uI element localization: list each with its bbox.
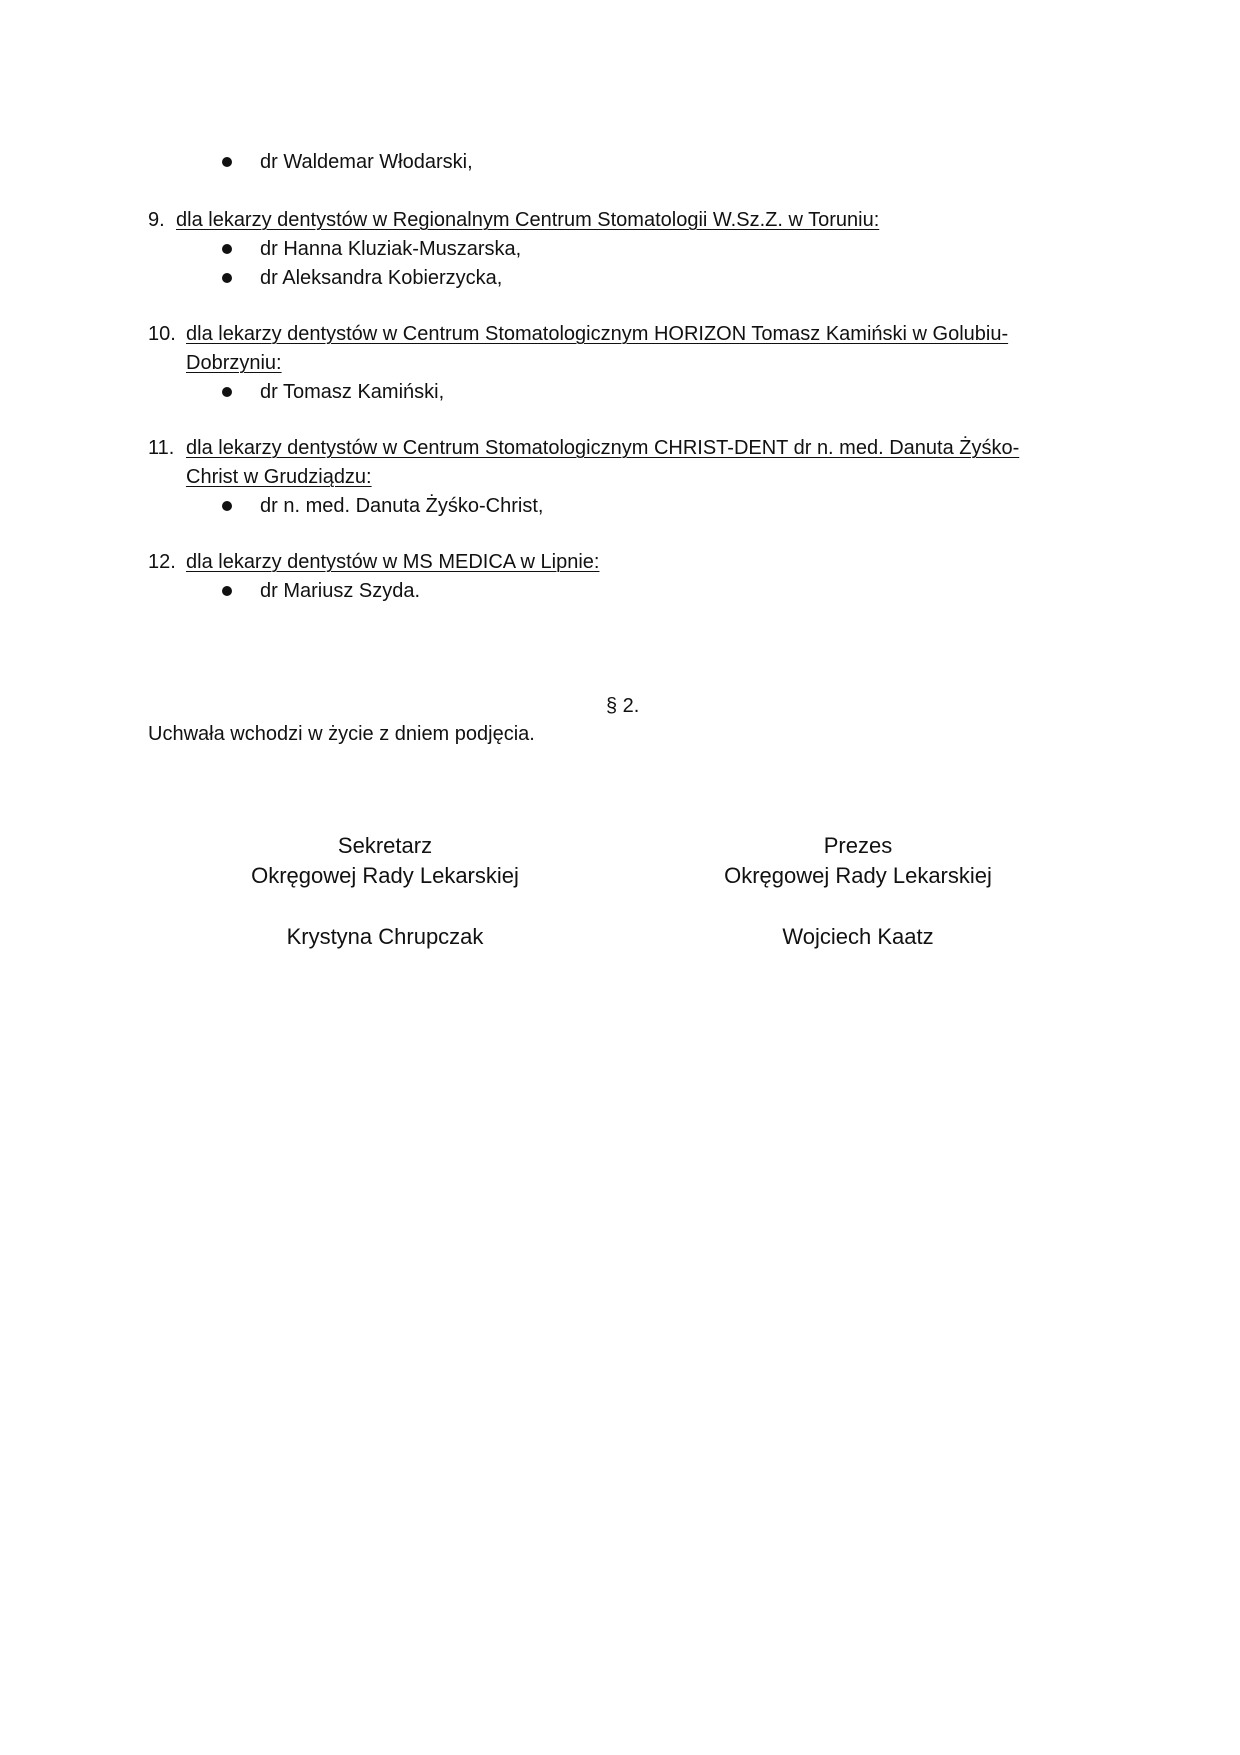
- signature-role: Prezes: [823, 833, 893, 858]
- signature-body: Okręgowej Rady Lekarskiej: [251, 863, 519, 888]
- signature-name: Wojciech Kaatz: [782, 924, 934, 949]
- section-header: dla lekarzy dentystów w MS MEDICA w Lipnie:: [186, 551, 600, 573]
- section-number: 12.: [148, 551, 176, 573]
- bullet-icon: [222, 501, 232, 511]
- signature-name: Krystyna Chrupczak: [286, 924, 484, 949]
- section-header: dla lekarzy dentystów w Centrum Stomatologicznym HORIZON Tomasz Kamiński w Golubiu-: [186, 323, 1009, 345]
- list-item: dr Hanna Kluziak-Muszarska,: [260, 238, 522, 260]
- paragraph-heading: § 2.: [606, 695, 640, 717]
- section-number: 11.: [148, 437, 175, 459]
- section-header: dla lekarzy dentystów w Centrum Stomatologicznym CHRIST-DENT dr n. med. Danuta Żyśko-: [186, 437, 1020, 459]
- bullet-icon: [222, 387, 232, 397]
- signature-role: Sekretarz: [337, 833, 433, 858]
- section-header-continued: Dobrzyniu:: [186, 352, 282, 374]
- section-number: 9.: [148, 209, 165, 231]
- bullet-icon: [222, 586, 232, 596]
- list-item: dr Tomasz Kamiński,: [260, 381, 445, 403]
- bullet-icon: [222, 273, 232, 283]
- section-header-continued: Christ w Grudziądzu:: [186, 466, 372, 488]
- bullet-icon: [222, 244, 232, 254]
- section-header: dla lekarzy dentystów w Regionalnym Centrum Stomatologii W.Sz.Z. w Toruniu:: [176, 209, 880, 231]
- section-number: 10.: [148, 323, 176, 345]
- paragraph-text: Uchwała wchodzi w życie z dniem podjęcia.: [148, 723, 535, 745]
- list-item: dr Waldemar Włodarski,: [260, 151, 473, 173]
- list-item: dr n. med. Danuta Żyśko-Christ,: [260, 495, 544, 517]
- list-item: dr Aleksandra Kobierzycka,: [260, 267, 503, 289]
- bullet-icon: [222, 157, 232, 167]
- signature-body: Okręgowej Rady Lekarskiej: [724, 863, 992, 888]
- list-item: dr Mariusz Szyda.: [260, 580, 421, 602]
